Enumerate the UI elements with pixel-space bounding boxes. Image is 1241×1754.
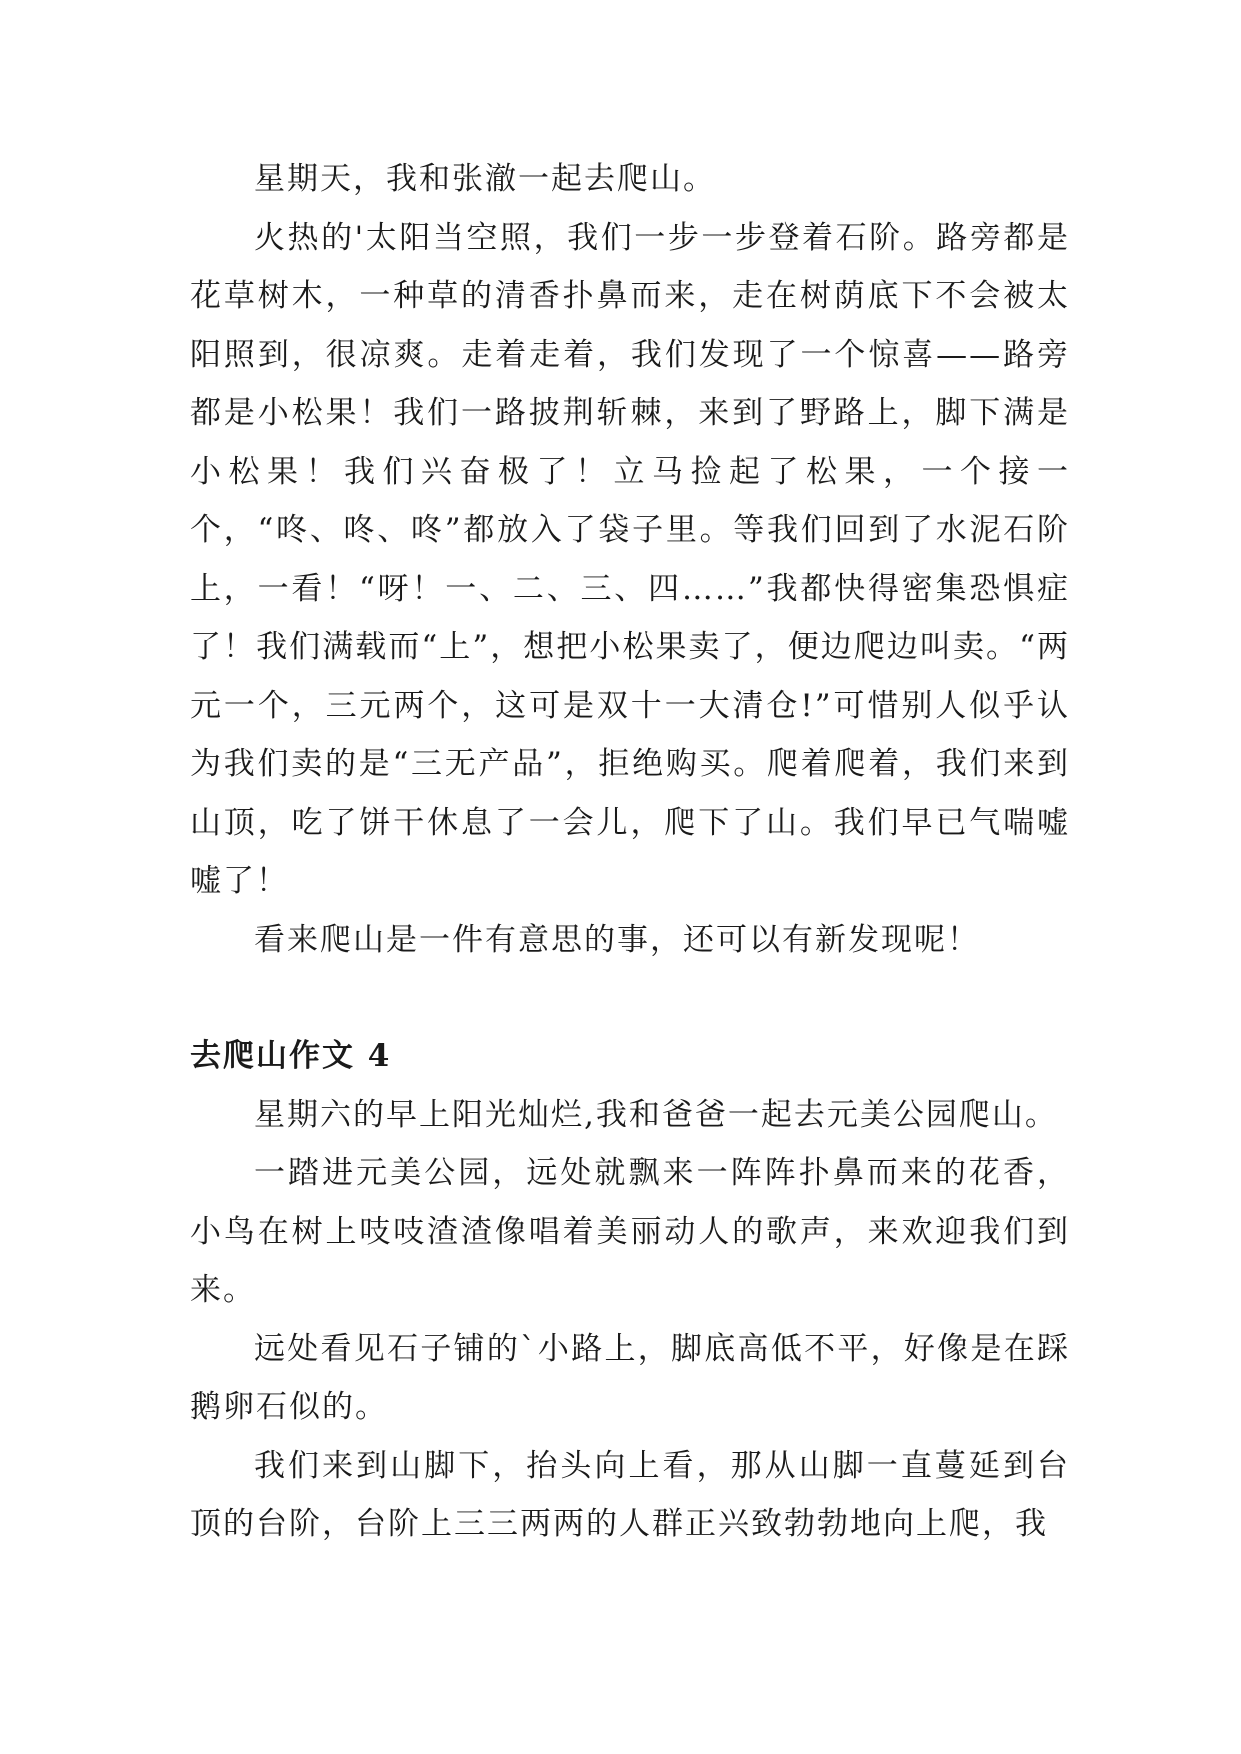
essay3-paragraph-3: 看来爬山是一件有意思的事，还可以有新发现呢！: [254, 921, 980, 958]
document-body: [190, 150, 1070, 1554]
essay4-paragraph-4: 我们来到山脚下，抬头向上看，那从山脚一直蔓延到台顶的台阶，台阶上三三两两的人群正兴致勃勃地向上爬，我: [190, 1447, 1070, 1542]
essay3-paragraph-1: 星期天，我和张澈一起去爬山。: [254, 161, 716, 197]
essay4-paragraph-1: 星期六的早上阳光灿烂,我和爸爸一起去元美公园爬山。: [254, 1096, 1058, 1133]
essay4-title: 去爬山作文 4: [190, 1038, 392, 1074]
essay4-paragraph-2: 一踏进元美公园，远处就飘来一阵阵扑鼻而来的花香，小鸟在树上吱吱渣渣像唱着美丽动人的歌声，来欢迎我们到来。: [190, 1155, 1070, 1308]
essay3-paragraph-2: 火热的'太阳当空照，我们一步一步登着石阶。路旁都是花草树木，一种草的清香扑鼻而来，走在树荫底下不会被太阳照到，很凉爽。走着走着，我们发现了一个惊喜——路旁都是小松果！我们一路披荆斩棘，来到了野路上，脚下满是小松果！我们兴奋极了！立马捡起了松果，一个接一个，“咚、咚、咚”都放入了袋子里。等我们回到了水泥石阶上，一看！“呀！一、二、三、四……”我都快得密集恐惧症了！我们满载而“上”，想把小松果卖了，便边爬边叫卖。“两元一个，三元两个，这可是双十一大清仓!”可惜别人似乎认为我们卖的是“三无产品”，拒绝购买。爬着爬着，我们来到山顶，吃了饼干休息了一会儿，爬下了山。我们早已气喘嘘嘘了！: [190, 219, 1070, 899]
section-gap: [190, 969, 1070, 1027]
essay4-paragraph-3: 远处看见石子铺的`小路上，脚底高低不平，好像是在踩鹅卵石似的。: [190, 1330, 1070, 1425]
